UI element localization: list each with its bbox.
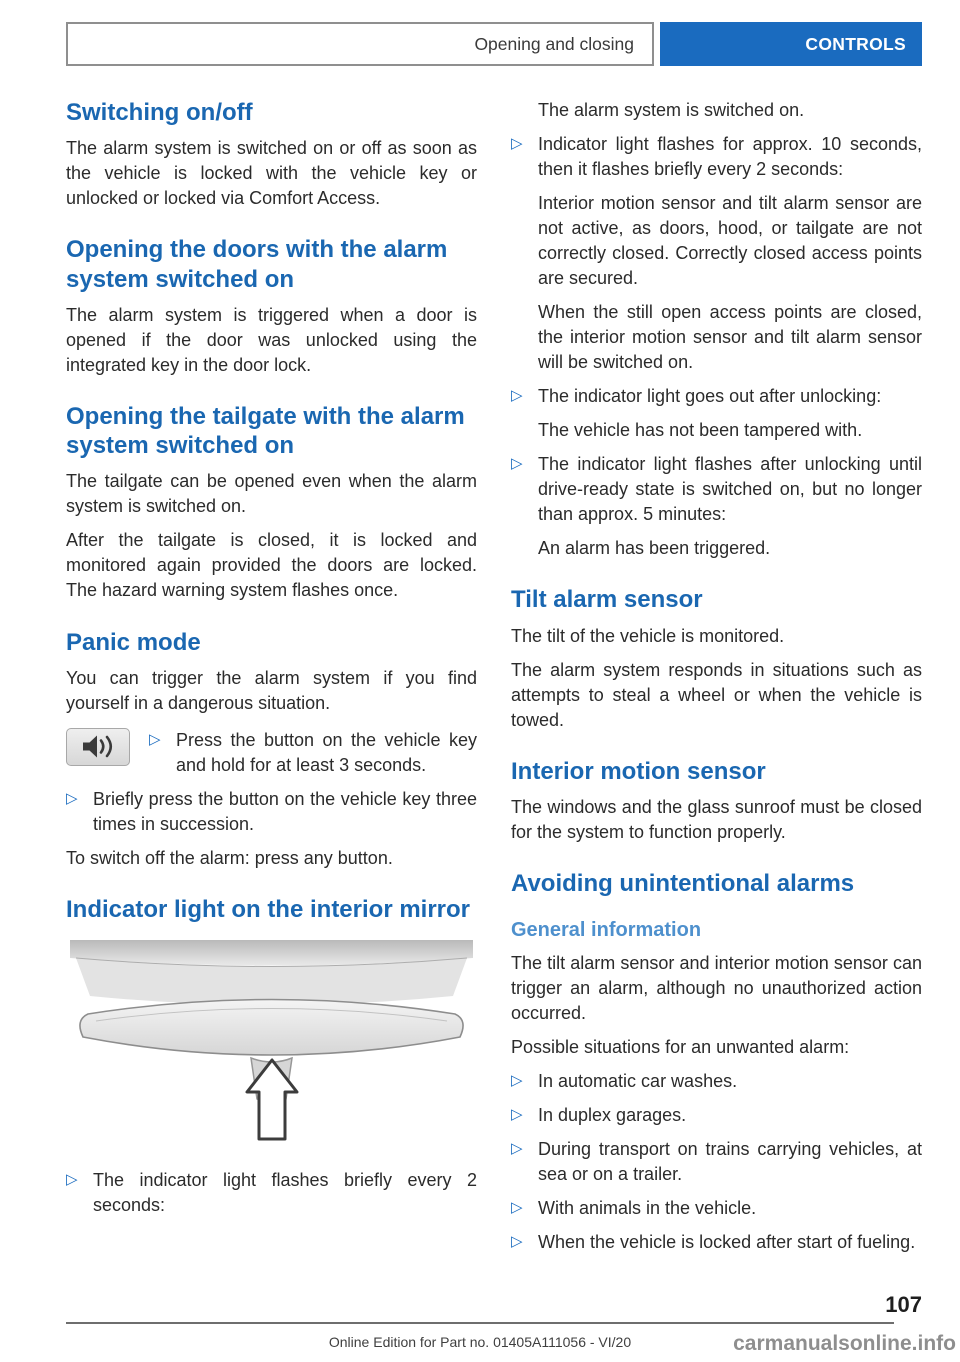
triangle-bullet-icon [511,132,538,182]
bullet-text: In duplex garages. [538,1105,687,1126]
bullet-item [66,1168,477,1218]
bullet-text: When the vehicle is locked after start of fueling. [538,1232,916,1253]
bullet-item [511,1196,922,1221]
bullet-item [149,728,477,778]
subheading-general-information: General information [511,919,702,942]
bullet-item [66,787,477,837]
heading-switching-on-off: Switching on/off [66,99,253,126]
bullet-text: Briefly press the button on the vehicle key three times in succession. [93,788,477,834]
triangle-bullet-icon [511,1069,538,1094]
heading-panic-mode: Panic mode [66,628,201,656]
bullet-item [511,1103,922,1128]
paragraph: The windows and the glass sunroof must be closed for the system to function properly. [511,796,922,842]
paragraph: An alarm has been triggered. [538,538,771,559]
bullet-text: During transport on trains carrying vehicles, at sea or on a trailer. [538,1139,922,1185]
triangle-bullet-icon [511,452,538,527]
bullet-text: The indicator light goes out after unlocking: [538,386,882,407]
paragraph: The alarm system is triggered when a door is opened if the door was unlocked using the integrated key in the door lock. [66,304,477,375]
page-header [66,22,922,66]
triangle-bullet-icon [511,1137,538,1187]
triangle-bullet-icon [511,1103,538,1128]
breadcrumb-label: Opening and closing [474,33,634,54]
paragraph: After the tailgate is closed, it is locked and monitored again provided the doors are locked. The hazard warning system flashes once. [66,530,477,601]
triangle-bullet-icon [511,1196,538,1221]
bullet-item [511,132,922,182]
bullet-text: In automatic car washes. [538,1071,738,1092]
bullet-text: Press the button on the vehicle key and hold for at least 3 seconds. [176,729,477,775]
triangle-bullet-icon [66,1168,93,1218]
edition-note: Online Edition for Part no. 01405A111056 - VI/20 [328,1334,632,1350]
heading-tilt-alarm-sensor: Tilt alarm sensor [511,586,703,614]
bullet-text: The indicator light flashes after unlocking until drive-ready state is switched on, but no longer than approx. 5 minutes: [538,454,922,525]
paragraph: The tilt alarm sensor and interior motion sensor can trigger an alarm, although no unauthorized action occurred. [511,953,922,1024]
bullet-item [511,452,922,527]
bullet-item [511,384,922,409]
page-number: 107 [885,1292,922,1317]
panic-bullet-row [66,728,477,778]
bullet-text: Indicator light flashes for approx. 10 seconds, then it flashes briefly every 2 seconds: [538,134,922,180]
left-column [66,98,477,1255]
bullet-item [511,1137,922,1187]
triangle-bullet-icon [511,1230,538,1255]
triangle-bullet-icon [149,728,176,778]
paragraph: Interior motion sensor and tilt alarm sensor are not active, as doors, hood, or tailgate are not correctly closed. Correctly closed access points are secured. [538,193,922,289]
paragraph: The alarm system responds in situations such as attempts to steal a wheel or when the vehicle is towed. [511,659,922,730]
section-badge-label: CONTROLS [805,33,906,54]
triangle-bullet-icon [66,787,93,837]
content-columns [66,98,922,1255]
paragraph: The tilt of the vehicle is monitored. [511,625,785,646]
heading-opening-doors-alarm: Opening the doors with the alarm system switched on [66,236,448,293]
interior-mirror-illustration [66,938,477,1159]
section-badge [660,22,922,66]
paragraph: Possible situations for an unwanted alarm: [511,1037,850,1058]
heading-interior-motion-sensor: Interior motion sensor [511,757,766,785]
bullet-item [511,1069,922,1094]
paragraph: The vehicle has not been tampered with. [538,420,863,441]
heading-opening-tailgate-alarm: Opening the tailgate with the alarm system switched on [66,402,465,460]
paragraph: You can trigger the alarm system if you find yourself in a dangerous situation. [66,667,477,713]
paragraph: The tailgate can be opened even when the alarm system is switched on. [66,471,477,517]
alarm-sound-icon [66,728,130,766]
triangle-bullet-icon [511,384,538,409]
paragraph: When the still open access points are closed, the interior motion sensor and tilt alarm sensor will be switched on. [538,302,922,373]
watermark-text: carmanualsonline.info [733,1332,956,1355]
paragraph: To switch off the alarm: press any button. [66,847,393,868]
footer-divider [66,1322,894,1324]
right-column [511,98,922,1255]
bullet-text: The indicator light flashes briefly every 2 seconds: [93,1170,477,1216]
breadcrumb [66,22,654,66]
bullet-text: With animals in the vehicle. [538,1198,757,1219]
paragraph: The alarm system is switched on or off as soon as the vehicle is locked with the vehicle key or unlocked or locked via Comfort Access. [66,138,477,209]
heading-indicator-light-mirror: Indicator light on the interior mirror [66,895,471,923]
heading-avoiding-unintentional-alarms: Avoiding unintentional alarms [511,869,855,897]
bullet-item [511,1230,922,1255]
paragraph: The alarm system is switched on. [538,100,805,120]
